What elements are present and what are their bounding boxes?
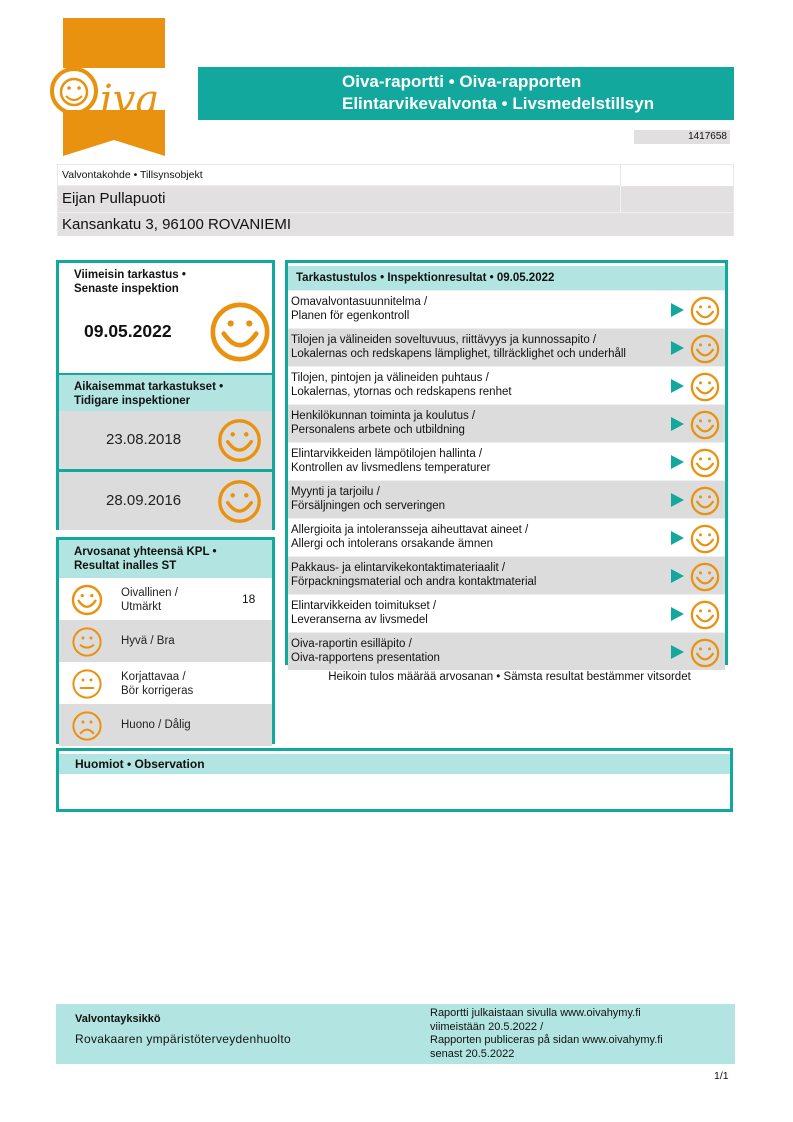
result-label [291, 561, 536, 589]
observation-text [59, 774, 730, 782]
publication-line: viimeistään 20.5.2022 / [430, 1020, 544, 1033]
grade-label [121, 670, 193, 698]
grade-count-row [59, 578, 272, 620]
title-line: Senaste inspektion [74, 283, 179, 295]
title-line: Aikaisemmat tarkastukset • [74, 381, 224, 393]
page-number: 1/1 [714, 1070, 729, 1082]
smiley-poor-icon [71, 710, 103, 742]
latest-inspection-date: 09.05.2022 [84, 321, 172, 341]
smiley-excellent-icon [71, 584, 103, 616]
result-row [288, 518, 725, 556]
result-label-line: Personalens arbete och utbildning [291, 424, 465, 436]
inspection-target [57, 164, 734, 236]
grade-count-row [59, 620, 272, 662]
target-label: Valvontakohde • Tillsynsobjekt [58, 165, 620, 186]
svg-text:iva: iva [100, 77, 160, 123]
result-label [291, 371, 512, 399]
target-address: Kansankatu 3, 96100 ROVANIEMI [58, 212, 733, 236]
grade-count-row [59, 704, 272, 746]
result-label-line: Tilojen ja välineiden soveltuvuus, riittävyys ja kunnossapito / [291, 334, 597, 346]
report-title-line2: Elintarvikevalvonta • Livsmedelstillsyn [342, 94, 655, 113]
result-label-line: Henkilökunnan toiminta ja koulutus / [291, 410, 476, 422]
publication-line: Rapporten publiceras på sidan www.oivahymy.fi [430, 1034, 663, 1046]
inspection-unit-name: Rovakaaren ympäristöterveydenhuolto [75, 1032, 291, 1046]
result-label [291, 485, 445, 513]
smiley-excellent-icon [690, 638, 720, 668]
result-row [288, 594, 725, 632]
grade-count-row [59, 662, 272, 704]
latest-inspection-title [74, 268, 186, 296]
result-label [291, 637, 440, 665]
result-label [291, 523, 528, 551]
report-id: 1417658 [634, 130, 730, 144]
smiley-excellent-icon [690, 296, 720, 326]
smiley-excellent-icon [217, 418, 262, 463]
result-label-line: Planen för egenkontroll [291, 310, 410, 322]
play-arrow-icon[interactable] [671, 455, 684, 469]
smiley-excellent-icon [690, 372, 720, 402]
result-label [291, 447, 490, 475]
result-label-line: Försäljningen och serveringen [291, 500, 446, 512]
result-row [288, 404, 725, 442]
previous-inspection-date: 23.08.2018 [106, 431, 182, 448]
publication-line: Raportti julkaistaan sivulla www.oivahymy.fi [430, 1007, 641, 1019]
grade-label-line: Oivallinen / [121, 587, 178, 599]
grade-counts-panel [56, 537, 275, 744]
result-label-line: Tilojen, pintojen ja välineiden puhtaus / [291, 372, 489, 384]
smiley-neutral-icon [71, 668, 103, 700]
report-title-banner [198, 67, 734, 120]
observation-panel [56, 748, 733, 812]
latest-inspection-panel [56, 260, 275, 530]
result-label-line: Myynti ja tarjoilu / [291, 486, 380, 498]
inspection-unit-label: Valvontayksikkö [75, 1013, 161, 1025]
previous-inspection-row [59, 472, 272, 530]
report-title-line1: Oiva-raportti • Oiva-rapporten [342, 72, 582, 91]
result-label [291, 333, 626, 361]
result-label-line: Förpackningsmaterial och andra kontaktmaterial [291, 576, 537, 588]
result-label [291, 409, 475, 437]
divider [620, 186, 621, 212]
grade-label [121, 586, 178, 614]
result-label-line: Omavalvontasuunnitelma / [291, 296, 428, 308]
smiley-excellent-icon [690, 334, 720, 364]
smiley-excellent-icon [690, 562, 720, 592]
play-arrow-icon[interactable] [671, 531, 684, 545]
result-label-line: Lokalernas och redskapens lämplighet, tillräcklighet och underhåll [291, 348, 626, 360]
previous-inspections-title [59, 373, 272, 411]
inspection-results-title: Tarkastustulos • Inspektionresultat • 09.05.2022 [288, 266, 725, 290]
footer [56, 1004, 735, 1064]
title-line: Resultat inalles ST [74, 560, 177, 572]
title-line: Arvosanat yhteensä KPL • [74, 546, 217, 558]
grade-label-line: Utmärkt [121, 601, 162, 613]
play-arrow-icon[interactable] [671, 607, 684, 621]
previous-inspection-row [59, 411, 272, 469]
title-line: Tidigare inspektioner [74, 395, 191, 407]
smiley-excellent-icon [690, 524, 720, 554]
smiley-excellent-icon [690, 486, 720, 516]
result-row [288, 366, 725, 404]
result-label-line: Kontrollen av livsmedlens temperaturer [291, 462, 491, 474]
grade-count: 18 [242, 592, 256, 606]
target-label-side-cell [620, 165, 734, 186]
result-row [288, 290, 725, 328]
grade-counts-title [59, 540, 272, 578]
grade-label: Huono / Dålig [121, 719, 191, 731]
play-arrow-icon[interactable] [671, 569, 684, 583]
result-label-line: Pakkaus- ja elintarvikekontaktimateriaalit / [291, 562, 506, 574]
play-arrow-icon[interactable] [671, 417, 684, 431]
inspection-results-panel [285, 260, 728, 665]
title-line: Viimeisin tarkastus • [74, 269, 186, 281]
play-arrow-icon[interactable] [671, 341, 684, 355]
grade-label-line: Korjattavaa / [121, 671, 186, 683]
smiley-excellent-icon [690, 600, 720, 630]
result-row [288, 442, 725, 480]
result-row [288, 328, 725, 366]
play-arrow-icon[interactable] [671, 645, 684, 659]
grade-label-line: Bör korrigeras [121, 685, 194, 697]
play-arrow-icon[interactable] [671, 303, 684, 317]
result-label [291, 599, 436, 627]
result-row [288, 632, 725, 670]
publication-info [430, 1007, 663, 1061]
result-row [288, 556, 725, 594]
result-label-line: Allergi och intolerans orsakande ämnen [291, 538, 494, 550]
result-label-line: Leveranserna av livsmedel [291, 614, 428, 626]
result-label [291, 295, 427, 323]
result-label-line: Elintarvikkeiden toimitukset / [291, 600, 437, 612]
grade-label: Hyvä / Bra [121, 635, 175, 647]
play-arrow-icon[interactable] [671, 493, 684, 507]
play-arrow-icon[interactable] [671, 379, 684, 393]
result-label-line: Oiva-rapportens presentation [291, 652, 440, 664]
grading-note: Heikoin tulos määrää arvosanan • Sämsta resultat bestämmer vitsordet [328, 671, 691, 683]
result-row [288, 480, 725, 518]
smiley-excellent-icon [690, 410, 720, 440]
publication-line: senast 20.5.2022 [430, 1047, 515, 1060]
observation-title: Huomiot • Observation [59, 754, 730, 774]
result-label-line: Oiva-raportin esilläpito / [291, 638, 412, 650]
smiley-excellent-icon [209, 301, 271, 363]
target-name: Eijan Pullapuoti [58, 186, 733, 212]
smiley-good-icon [71, 626, 103, 658]
previous-inspection-date: 28.09.2016 [106, 492, 182, 509]
smiley-excellent-icon [217, 479, 262, 524]
smiley-excellent-icon [690, 448, 720, 478]
result-label-line: Allergioita ja intoleransseja aiheuttavat aineet / [291, 524, 529, 536]
result-label-line: Elintarvikkeiden lämpötilojen hallinta / [291, 448, 483, 460]
result-label-line: Lokalernas, ytornas och redskapens renhet [291, 386, 512, 398]
oiva-logo [44, 18, 180, 156]
